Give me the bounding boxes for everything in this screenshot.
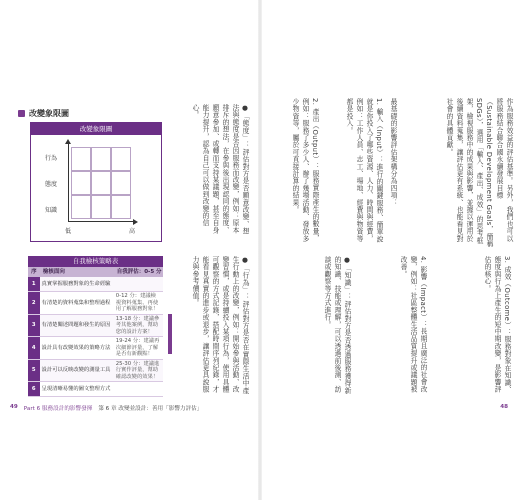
row-score: 0-12 分：建議檢視資料蒐集、再使用了解服務對象！ [115,293,159,312]
quadrant-grid [71,147,131,219]
footer-right [500,404,508,410]
chapter-tab-marker [168,314,172,354]
row-num: 5 [28,360,40,382]
table-header-row [28,267,163,277]
row-num: 6 [28,382,40,396]
table-row [28,360,163,383]
table-row [28,315,163,338]
footer-left [10,404,202,412]
section-title [18,108,69,119]
section-bullet-icon [18,110,25,117]
row-num: 4 [28,337,40,359]
row-score: 19-24 分：建議再次細節評量，了解是否有新觀點！ [115,338,160,357]
row-num: 3 [28,315,40,337]
row-num: 1 [28,277,40,291]
header-aspect: 檢核面向 [42,269,65,275]
section-title-text: 改變象限圖 [29,109,69,118]
chart-header: 改變象限圖 [31,123,161,135]
row-num: 2 [28,292,40,314]
row-score [114,388,163,390]
row-aspect: 設計具有改變效果的策略方法 [41,344,111,351]
body-text-intro: 作為服務效益的評估基準。另外，我們也可以將服務結合聯合國永續發展目標（Sustainable Development Goals，簡稱 SDGs），選用「輸入、產出、成效」的思考框架，檢視服務中的成果與影響，並據以運用於後續資料蒐集，讓評估更有系統、也能看見對社會的具體貢獻。 [445,98,513,248]
body-text-outcome: 3. 成效（Outcome）：服務對象在知識、態度與行為上產生的短中期改變，是影響評估的核心。 [483,256,511,394]
grid-cell [91,195,111,219]
grid-cell [111,195,131,219]
y-level-knowledge: 知識 [45,207,58,214]
row-aspect: 真實掌握服務對象的生命經驗 [41,280,111,287]
x-axis-arrow-icon [133,219,138,225]
left-page [0,0,258,500]
change-quadrant-chart [30,122,162,242]
body-text-input: 1. 輸入（Input）：進行的關鍵服務、簡單說就是你投入了哪些資源、人力、時間與經費，例如：工作人員、志工、場地、經費與物資等都是投入。 [345,98,383,243]
x-low-label: 低 [65,228,72,235]
table-title: 自我檢核策略表 [28,256,163,267]
x-high-label: 高 [129,228,136,235]
row-score: 25-30 分：建議進行實作評量，幫助確認改變的效果！ [115,360,160,380]
footer-part: Part 6 服務設計的影響發揮 [23,406,93,412]
grid-cell [71,171,91,195]
row-score: 13-18 分：建議參考其他案例，幫助您的設計方案！ [115,315,160,335]
table-row [28,382,163,397]
header-score: 自我評估：0-5 分 [116,269,162,275]
grid-cell [71,147,91,171]
y-level-attitude: 態度 [45,181,58,188]
row-score [114,283,163,285]
grid-cell [111,147,131,171]
body-text-knowledge: ●「知識」：評估對方是否透過服務獲得新的知識、技能或理解，可以透過前後測、訪談或觀察等方式進行。 [323,256,351,394]
page-number-right: 48 [500,404,508,410]
x-axis [68,221,134,222]
grid-cell [71,195,91,219]
y-axis [68,143,69,221]
table-row [28,337,163,360]
body-text-attitude: ●「態度」：評估對方是否願意改變、想法與態度是否因服務而改變，例如：原本排斥的想法，在參與後出現認同的態度、願意參加、或轉而支持某議題，甚至自身能力提升，認為自己可以做到改變的信心。 [191,104,249,235]
page-number-left: 49 [10,404,18,410]
body-text-impact: 4. 影響（Impact）：長期且廣泛的社會改變，例如：社區整體生活品質提升或議題被改善。 [399,256,427,393]
right-page [262,0,520,500]
body-text-framework: 最基礎的影響評估架構分為四項： [389,98,397,206]
table-row [28,292,163,315]
table-body [28,277,163,397]
body-text-behavior: ●「行為」：評估對方是否在實際生活中產生行動上的改變，例如：開始參與活動、改變習慣，或是持續投入某項行為，使用具體可觀察的方式記錄，搭配時間序列紀錄，才能看見真實的進步或退步，讓評估更具說服力與參考價值。 [191,256,249,394]
row-aspect: 設計可以反映改變的測量工具 [41,367,111,373]
grid-cell [91,147,111,171]
row-aspect: 有清楚的資料蒐集和整理過程 [41,299,111,306]
table-row [28,277,163,292]
footer-chapter: 第 6 章 改變並設計：善用「影響力評估」 [98,406,203,412]
grid-cell [91,171,111,195]
self-check-table [28,256,163,397]
row-aspect: 有清楚闡述問題和發生的原因 [41,322,111,328]
grid-cell [111,171,131,195]
row-aspect: 呈現清晰易懂的圖文整理方式 [41,385,111,392]
header-num: 序 [31,269,37,275]
y-level-behavior: 行為 [45,155,58,162]
body-text-output: 2. 產出（Output）：服務實際產生的數量，例如：服務了多少人、辦了幾場活動、發放多少物資等，屬於可直接計算的結果。 [291,98,319,242]
